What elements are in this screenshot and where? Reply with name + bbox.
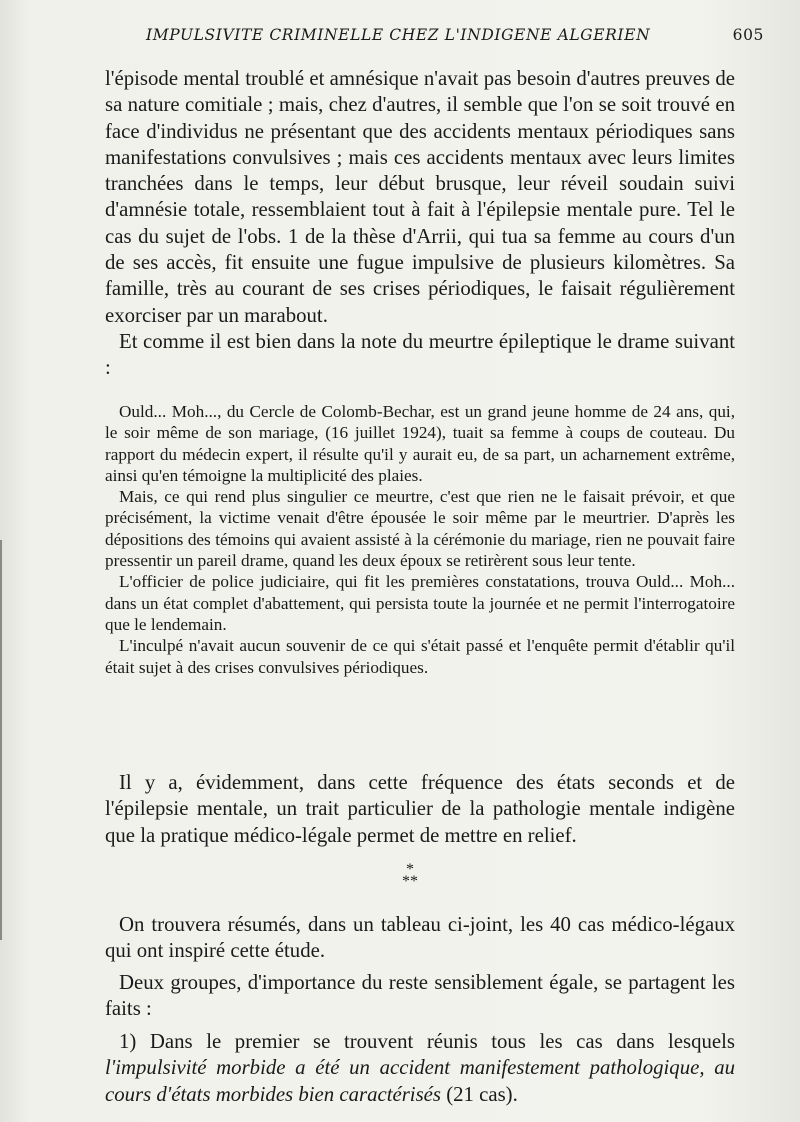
section2-paragraph-3 xyxy=(105,1029,735,1108)
asterism-top: * xyxy=(406,861,414,878)
running-title: IMPULSIVITE CRIMINELLE CHEZ L'INDIGENE ALGERIEN xyxy=(146,26,651,44)
lead-in-paragraph: Et comme il est bien dans la note du meurtre épileptique le drame suivant : xyxy=(105,329,735,380)
section2-paragraph-1: On trouvera résumés, dans un tableau ci-joint, les 40 cas médico-légaux qui ont inspiré cette étude. xyxy=(105,913,735,963)
main-text-bottom xyxy=(105,912,735,1108)
section-asterism xyxy=(395,861,425,890)
section2-p3-end: (21 cas). xyxy=(441,1082,518,1106)
section2-p3-start: 1) Dans le premier se trouvent réunis tous les cas dans lesquels xyxy=(119,1030,735,1054)
section2-paragraph-2: Deux groupes, d'importance du reste sensiblement égale, se partagent les faits : xyxy=(105,970,735,1020)
page-number: 605 xyxy=(732,26,764,44)
case-paragraph-3: L'officier de police judiciaire, qui fit les premières constatations, trouva Ould... Moh... dans un état complet d'abattement, qui persista toute la journée et ne permit l'interrogatoire que le lendemain. xyxy=(105,572,735,634)
section2-p3-italic: l'impulsivité morbide a été un accident manifestement pathologique, au cours d'états morbides bien caractérisés xyxy=(105,1056,735,1106)
running-header xyxy=(146,26,764,44)
conclusion-block xyxy=(105,770,735,849)
binding-edge xyxy=(0,540,12,940)
case-paragraph-4: L'inculpé n'avait aucun souvenir de ce qui s'était passé et l'enquête permit d'établir qu'il était sujet à des crises convulsives périodiques. xyxy=(105,636,735,677)
conclusion-paragraph: Il y a, évidemment, dans cette fréquence des états seconds et de l'épilepsie mentale, un trait particulier de la pathologie mentale indigène que la pratique médico-légale permet de mettre en relief. xyxy=(105,771,735,847)
case-paragraph-2: Mais, ce qui rend plus singulier ce meurtre, c'est que rien ne le faisait prévoir, et que précisément, la victime venait d'être épousée le soir même par le meurtrier. D'après les dépositions des témoins qui avaient assisté à la cérémonie du mariage, rien ne pouvait faire pressentir un pareil drame, quand les deux époux se retirèrent sous leur tente. xyxy=(105,487,735,571)
asterism-bottom: ** xyxy=(402,873,418,890)
intro-paragraph: l'épisode mental troublé et amnésique n'avait pas besoin d'autres preuves de sa nature comitiale ; mais, chez d'autres, il semble que l'on se soit trouvé en face d'individus ne présentant que des accidents mentaux périodiques sans manifestations convulsives ; mais ces accidents mentaux avec leurs limites tranchées dans le temps, leur début brusque, leur réveil soudain suivi d'amnésie totale, ressemblaient tout à fait à l'épilepsie mentale pure. Tel le cas du sujet de l'obs. 1 de la thèse d'Arrii, qui tua sa femme au cours d'un de ses accès, fit ensuite une fugue impulsive de plusieurs kilomètres. Sa famille, très au courant de ses crises périodiques, le faisait régulièrement exorciser par un marabout. xyxy=(105,67,735,327)
case-paragraph-1: Ould... Moh..., du Cercle de Colomb-Bechar, est un grand jeune homme de 24 ans, qui, le soir même de son mariage, (16 juillet 1924), tuait sa femme à coups de couteau. Du rapport du médecin expert, il résulte qu'il y aurait eu, de sa part, un acharnement extrême, ainsi qu'en témoigne la multiplicité des plaies. xyxy=(105,402,735,485)
case-report xyxy=(105,401,735,678)
main-text-top xyxy=(105,66,735,382)
